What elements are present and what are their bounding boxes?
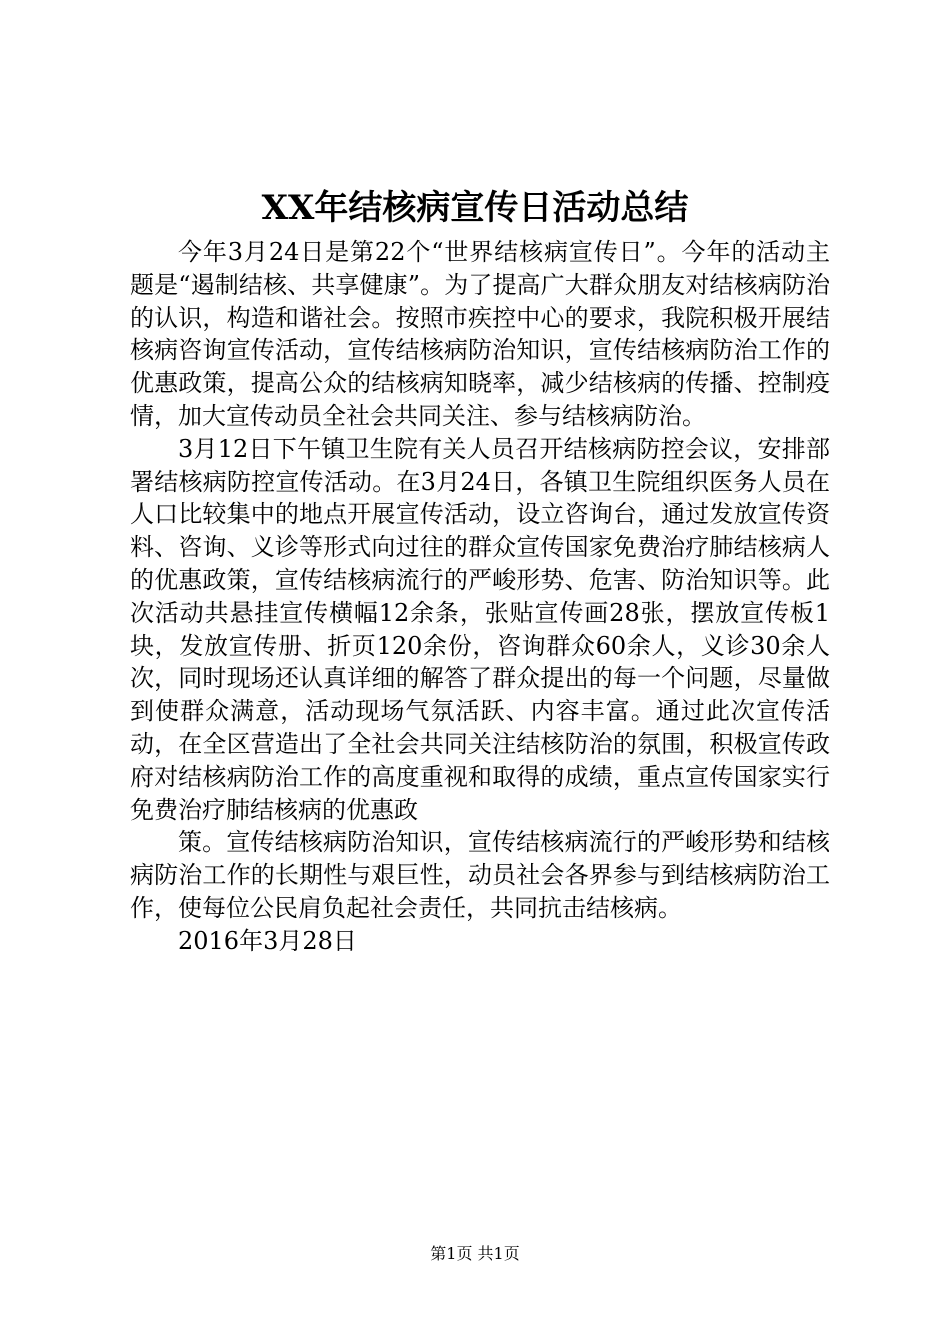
paragraph-intro: 今年3月24日是第22个“世界结核病宣传日”。今年的活动主题是“遏制结核、共享健康”。为了提高广大群众朋友对结核病防治的认识，构造和谐社会。按照市疾控中心的要求，我院积极开展结核病咨询宣传活动，宣传结核病防治知识，宣传结核病防治工作的优惠政策，提高公众的结核病知晓率，减少结核病的传播、控制疫情，加大宣传动员全社会共同关注、参与结核病防治。 [130,238,830,430]
document-date: 2016年3月28日 [178,926,357,955]
paragraph-activities: 3月12日下午镇卫生院有关人员召开结核病防控会议，安排部署结核病防控宣传活动。在3月24日，各镇卫生院组织医务人员在人口比较集中的地点开展宣传活动，设立咨询台，通过发放宣传资料、咨询、义诊等形式向过往的群众宣传国家免费治疗肺结核病人的优惠政策，宣传结核病流行的严峻形势、危害、防治知识等。此次活动共悬挂宣传横幅12余条，张贴宣传画28张，摆放宣传板1块，发放宣传册、折页120余份，咨询群众60余人，义诊30余人次，同时现场还认真详细的解答了群众提出的每一个问题，尽量做到使群众满意，活动现场气氛活跃、内容丰富。通过此次宣传活动，在全区营造出了全社会共同关注结核防治的氛围，积极宣传政府对结核病防治工作的高度重视和取得的成绩，重点宣传国家实行免费治疗肺结核病的优惠政 [130,434,830,824]
page-footer: 第1页 共1页 [430,1244,520,1263]
document-body [130,236,830,958]
paragraph-conclusion: 策。宣传结核病防治知识，宣传结核病流行的严峻形势和结核病防治工作的长期性与艰巨性，动员社会各界参与到结核病防治工作，使每位公民肩负起社会责任，共同抗击结核病。 [130,828,830,922]
document-title: XX年结核病宣传日活动总结 [261,188,689,228]
